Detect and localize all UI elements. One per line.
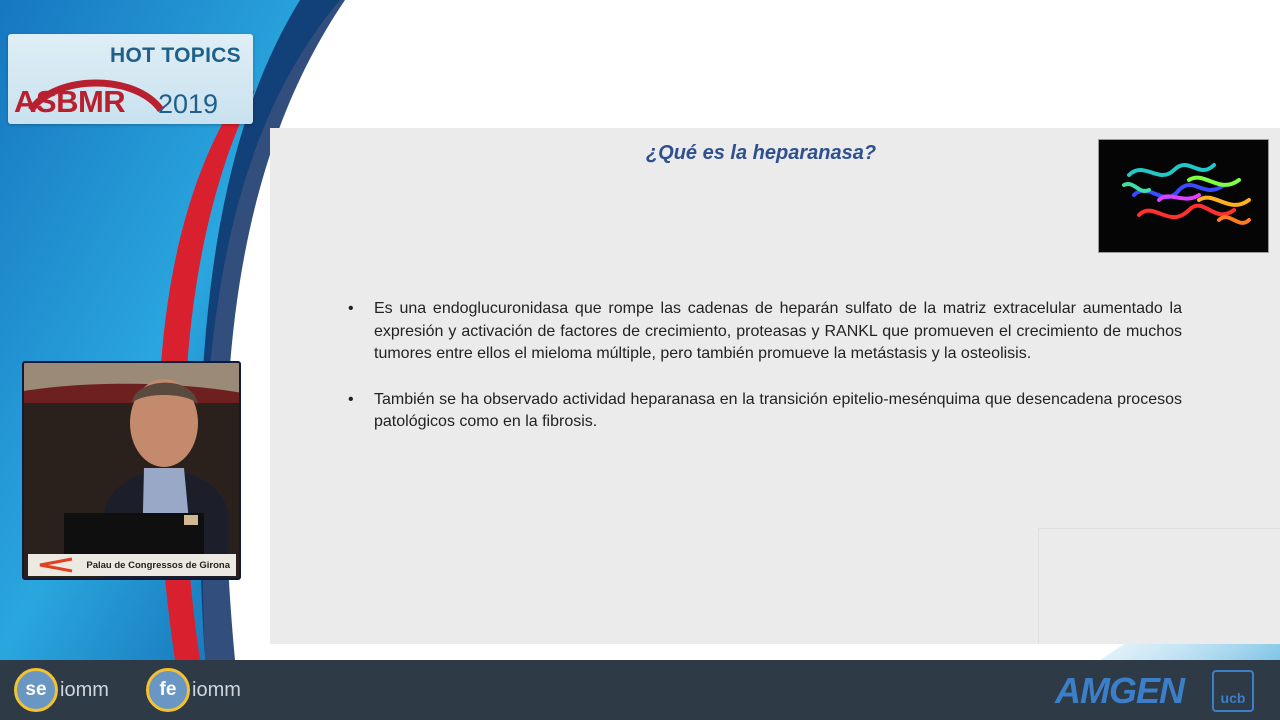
bullet-marker: • — [348, 300, 354, 317]
sponsor-feiomm — [146, 670, 241, 710]
feiomm-badge-icon — [146, 668, 190, 712]
venue-banner — [28, 554, 236, 576]
venue-logo-icon — [34, 557, 74, 573]
seiomm-badge-text: se — [25, 679, 47, 700]
bullet-item — [348, 298, 1182, 366]
bullet-text: Es una endoglucuronidasa que rompe las cadenas de heparán sulfato de la matriz extracelular aumentado la expresión y activación de factores de crecimiento, proteasas y RANKL que promueven el crecimiento de muchos tumores entre ellos el mieloma múltiple, pero también promueve la metástasis y la osteolisis. — [374, 300, 1182, 362]
logo-hot-topics-text: HOT TOPICS — [110, 44, 241, 67]
slide-title: ¿Qué es la heparanasa? — [645, 142, 877, 164]
bullet-text: También se ha observado actividad heparanasa en la transición epitelio-mesénquima que desencadena procesos patológicos como en la fibrosis. — [374, 390, 1182, 430]
feiomm-name: iomm — [192, 678, 241, 701]
venue-name: Palau de Congressos de Girona — [86, 559, 230, 571]
bullet-item — [348, 389, 1182, 434]
feiomm-badge-text: fe — [159, 679, 177, 700]
presentation-slide — [270, 128, 1280, 644]
seiomm-badge-icon — [14, 668, 58, 712]
speaker-figure — [24, 363, 241, 580]
slide-corner-decoration — [1038, 528, 1280, 644]
amgen-logo: AMGEN — [1055, 670, 1184, 711]
bullet-list — [348, 298, 1182, 457]
protein-structure-image — [1098, 139, 1269, 253]
seiomm-name: iomm — [60, 678, 109, 701]
logo-year-text: 2019 — [158, 89, 219, 119]
bullet-marker: • — [348, 390, 354, 408]
logo-asbmr-text: ASBMR — [14, 84, 126, 119]
hot-topics-logo — [8, 34, 253, 124]
speaker-video — [22, 361, 241, 580]
ucb-logo: ucb — [1212, 670, 1254, 712]
sponsor-seiomm — [14, 670, 109, 710]
